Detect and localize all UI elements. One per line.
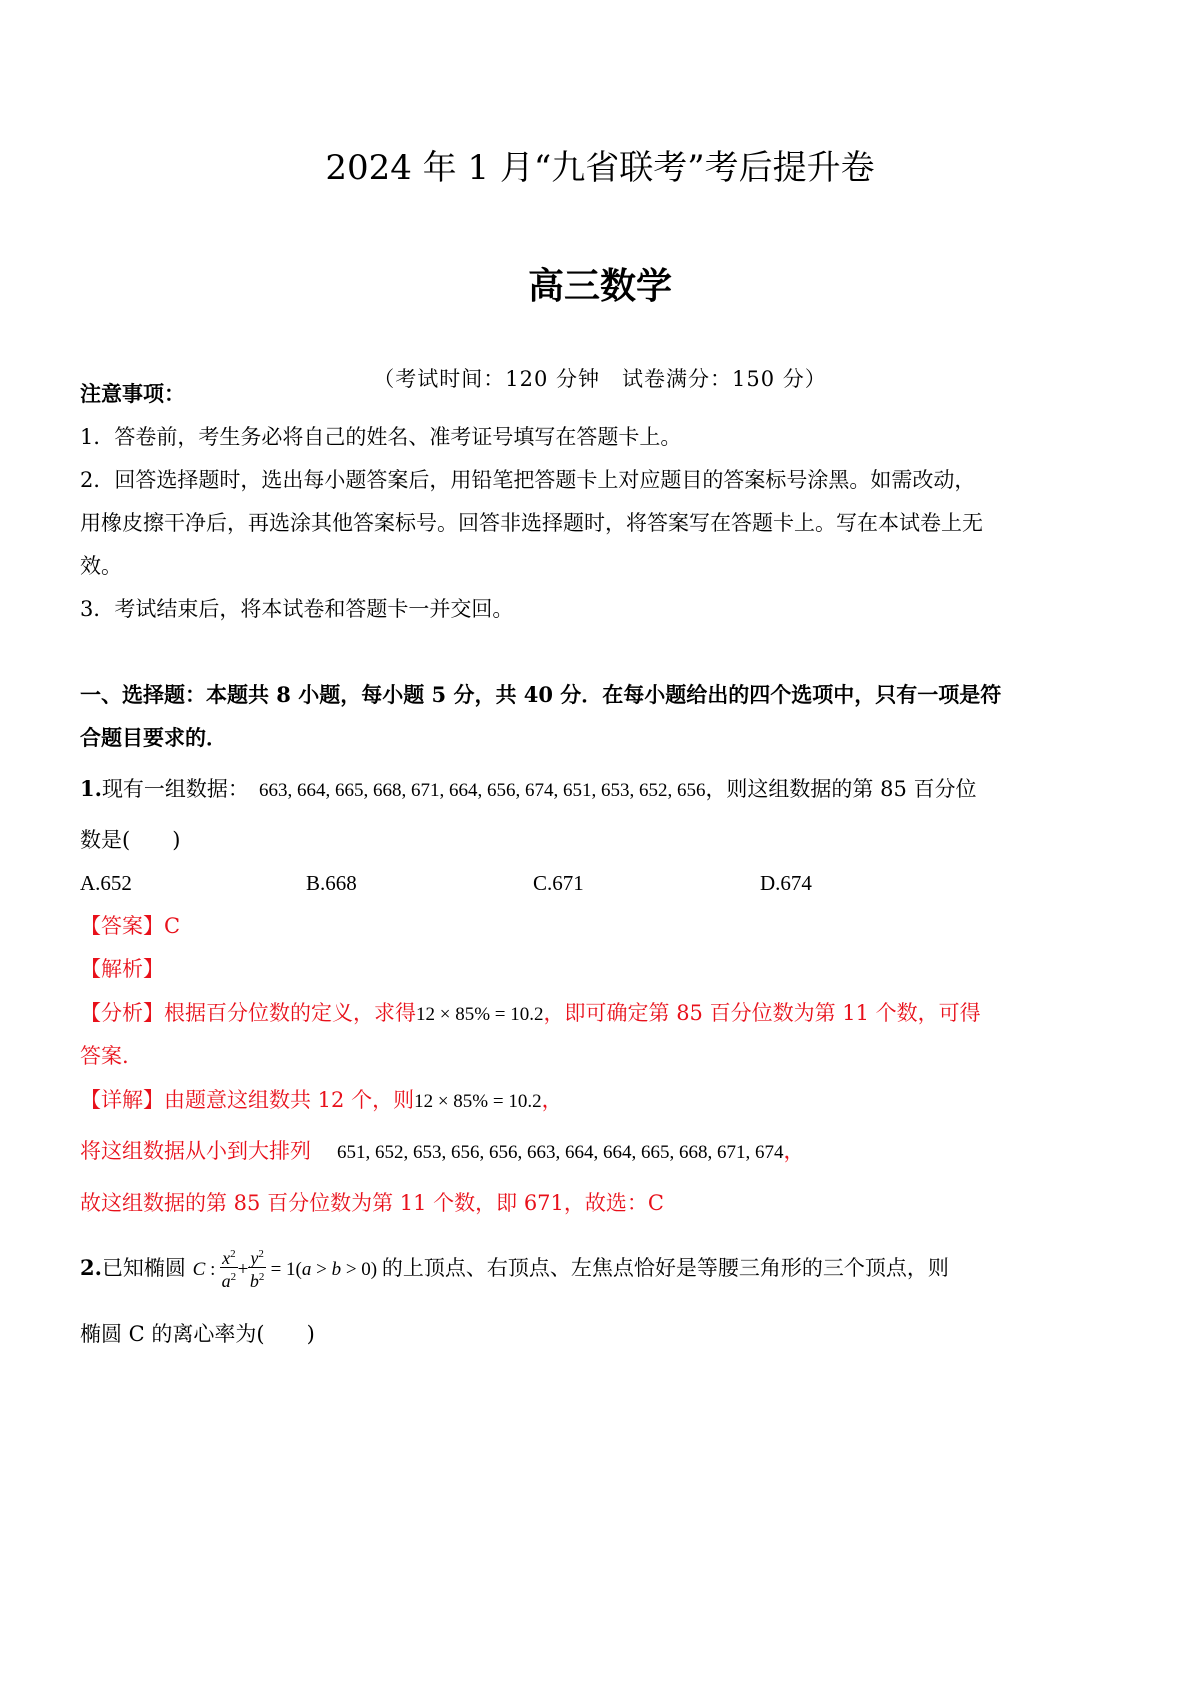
notice-item-3: 3．考试结束后，将本试卷和答题卡一并交回。 — [80, 597, 514, 621]
q1-conclusion: 故这组数据的第 85 百分位数为第 11 个数，即 671，故选：C — [80, 1191, 664, 1215]
q2-gt1: > — [311, 1258, 332, 1280]
q1-fenxi-line-2: 答案. — [80, 1044, 129, 1068]
q1-sorted-line — [80, 1135, 805, 1169]
q2-frac-y — [248, 1245, 266, 1290]
q1-stem-prefix: 现有一组数据： — [101, 777, 249, 801]
q1-number: 1. — [80, 776, 102, 801]
q2-plus: + — [237, 1258, 249, 1280]
section-heading-line-2: 合题目要求的． — [80, 725, 227, 750]
q1-stem-line-1 — [80, 773, 977, 807]
q1-option-d: D.674 — [760, 871, 812, 895]
page-title: 2024 年 1 月“九省联考”考后提升卷 — [325, 148, 875, 188]
notice-item-2-line-3: 效。 — [80, 554, 122, 578]
q1-analysis-label: 【解析】 — [80, 957, 164, 981]
notice-heading: 注意事项： — [80, 381, 185, 406]
q1-option-c: C.671 — [533, 871, 584, 895]
notice-item-2-line-1: 2．回答选择题时，选出每小题答案后，用铅笔把答题卡上对应题目的答案标号涂黑。如需改动， — [80, 468, 976, 492]
q2-b-exp: 2 — [258, 1271, 265, 1283]
q2-condition-a: a — [301, 1258, 312, 1280]
q2-stem-suffix: 的上顶点、右顶点、左焦点恰好是等腰三角形的三个顶点，则 — [381, 1255, 949, 1280]
exam-info: （考试时间：120 分钟 试卷满分：150 分） — [373, 367, 827, 391]
q2-x-exp: 2 — [230, 1248, 236, 1260]
q2-condition-open: ( — [295, 1258, 302, 1280]
q1-data: 663, 664, 665, 668, 671, 664, 656, 674, 651, 653, 652, 656 — [258, 780, 706, 801]
q1-fenxi-line-1 — [80, 997, 981, 1031]
q1-answer: 【答案】C — [80, 914, 181, 938]
q1-option-b: B.668 — [306, 871, 357, 895]
q2-equals-one: = 1 — [270, 1258, 296, 1280]
section-heading-line-1: 一、选择题：本题共 8 小题，每小题 5 分，共 40 分．在每小题给出的四个选项中，只有一项是符 — [80, 682, 1002, 707]
q2-number: 2. — [80, 1254, 102, 1280]
q1-fenxi-calc: 12 × 85% = 10.2 — [416, 1004, 544, 1025]
q1-detail-text: 由题意这组数共 12 个，则 — [164, 1088, 415, 1112]
q1-detail-suffix: ， — [541, 1088, 563, 1112]
q2-y: y — [250, 1248, 259, 1268]
q2-a: a — [221, 1271, 231, 1291]
q1-stem-line-2: 数是( ) — [80, 828, 181, 852]
q1-fenxi-suffix: ，即可确定第 85 百分位数为第 11 个数，可得 — [543, 1001, 981, 1025]
q2-b: b — [249, 1271, 259, 1291]
q2-stem-line-1 — [80, 1248, 949, 1293]
q1-detail-line-1 — [80, 1084, 563, 1118]
q2-y-exp: 2 — [258, 1248, 264, 1260]
q1-sorted-data: 651, 652, 653, 656, 656, 663, 664, 664, 665, 668, 671, 674 — [337, 1142, 784, 1163]
q1-option-a: A.652 — [80, 871, 132, 895]
notice-item-2-line-2: 用橡皮擦干净后，再选涂其他答案标号。回答非选择题时，将答案写在答题卡上。写在本试卷上无 — [80, 511, 983, 535]
q1-detail-label: 【详解】 — [80, 1088, 164, 1112]
q2-stem-line-2: 椭圆 C 的离心率为( ) — [80, 1322, 315, 1346]
q1-sorted-prefix: 将这组数据从小到大排列 — [80, 1139, 311, 1163]
subject-title: 高三数学 — [527, 265, 672, 307]
q2-a-exp: 2 — [230, 1271, 237, 1283]
q2-ellipse-c: C — [192, 1258, 206, 1280]
q2-x: x — [222, 1248, 231, 1268]
q2-stem-prefix: 已知椭圆 — [101, 1255, 186, 1280]
q2-equation — [192, 1248, 382, 1291]
q2-colon: : — [210, 1258, 216, 1280]
q2-gt2: > 0) — [341, 1258, 378, 1280]
q1-fenxi-label: 【分析】 — [80, 1001, 164, 1025]
q2-frac-x — [220, 1245, 238, 1290]
q1-sorted-suffix: ， — [783, 1139, 805, 1163]
q2-condition-b: b — [331, 1258, 342, 1280]
q1-stem-suffix: ，则这组数据的第 85 百分位 — [705, 777, 977, 801]
q1-detail-calc: 12 × 85% = 10.2 — [414, 1091, 542, 1112]
notice-item-1: 1．答卷前，考生务必将自己的姓名、准考证号填写在答题卡上。 — [80, 425, 682, 449]
q1-fenxi-text: 根据百分位数的定义，求得 — [164, 1001, 416, 1025]
